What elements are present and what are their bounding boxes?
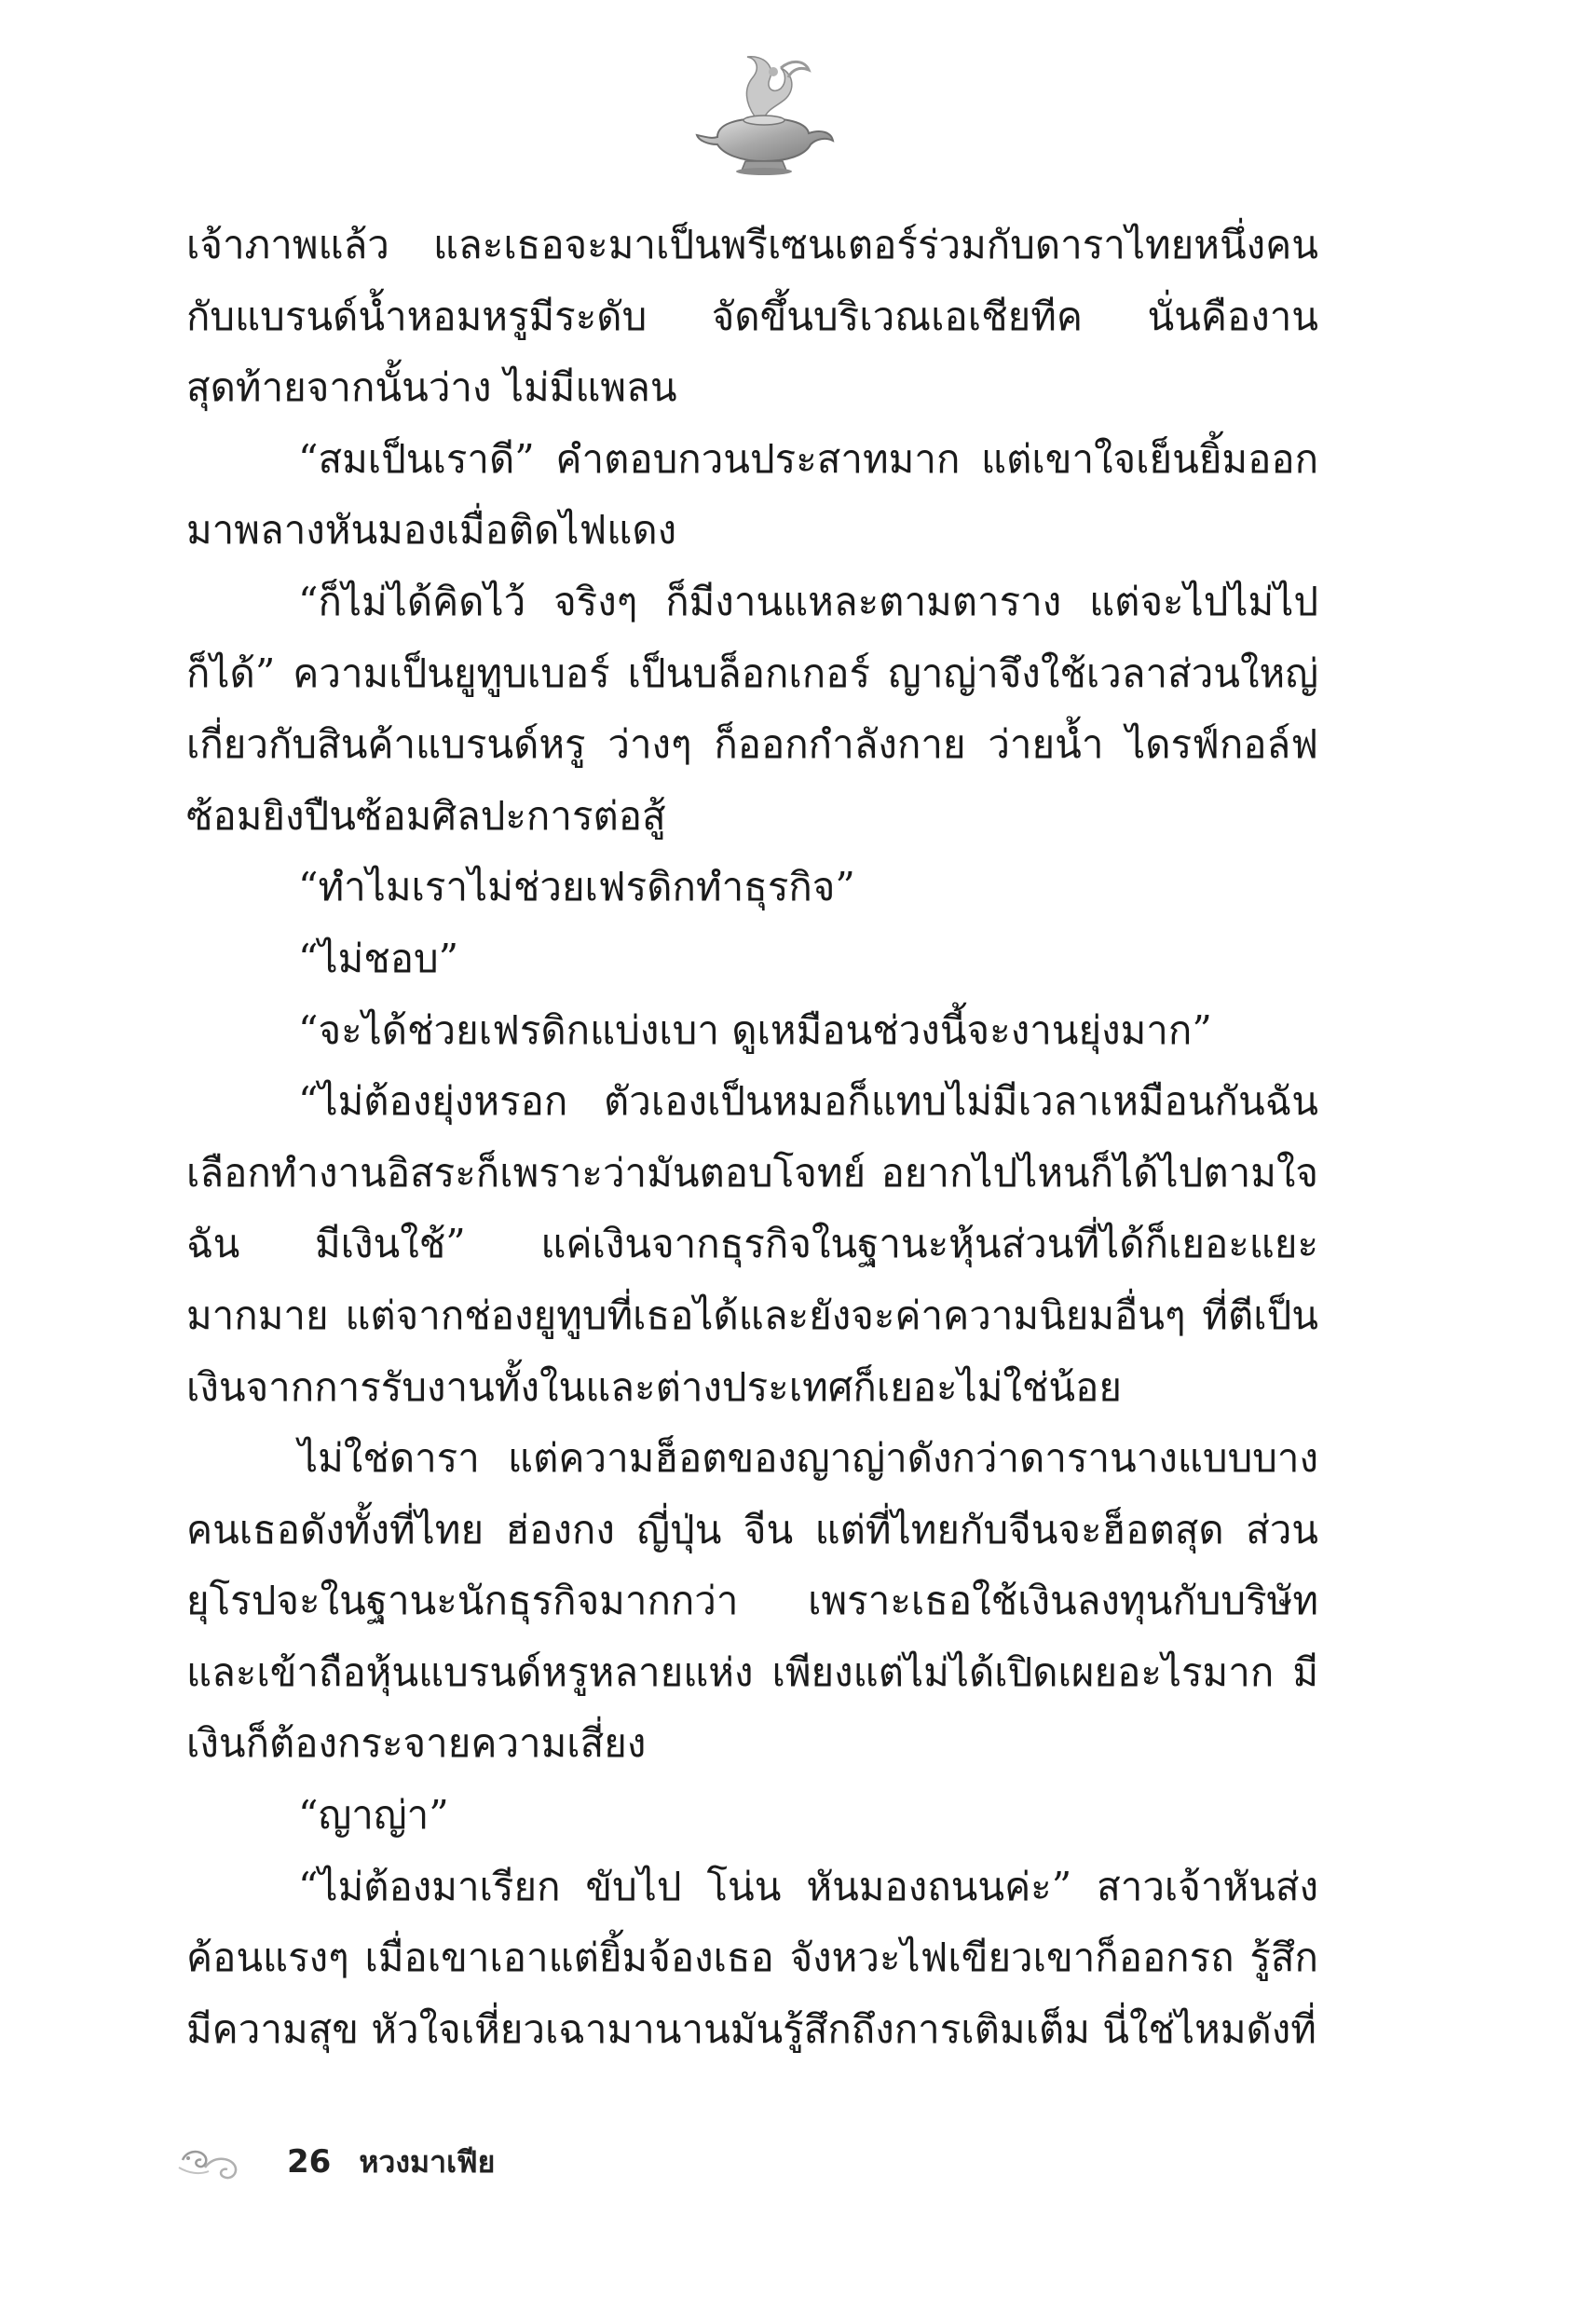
genie-lamp-icon bbox=[689, 51, 839, 177]
paragraph: “จะได้ช่วยเฟรดิกแบ่งเบา ดูเหมือนช่วงนี้จะงานยุ่งมาก” bbox=[298, 1006, 1212, 1053]
book-title: หวงมาเฟีย bbox=[359, 2143, 496, 2180]
paragraph: “สมเป็นเราดี” คำตอบกวนประสาทมาก แต่เขาใจเย็นยิ้มออกมาพลางหันมองเมื่อติดไฟแดง bbox=[186, 435, 1318, 554]
page-number: 26 bbox=[287, 2143, 332, 2181]
paragraph: ไม่ใช่ดารา แต่ความฮ็อตของญาญ่าดังกว่าดารานางแบบบางคนเธอดังทั้งที่ไทย ฮ่องกง ญี่ปุ่น จีน แต่ที่ไทยกับจีนจะฮ็อตสุด ส่วนยุโรปจะในฐานะนักธุรกิจมากกว่า เพราะเธอใช้เงินลงทุนกับบริษัทและเข้าถือหุ้นแบรนด์หรูหลายแห่ง เพียงแต่ไม่ได้เปิดเผยอะไรมาก มีเงินก็ต้องกระจายความเสี่ยง bbox=[186, 1435, 1318, 1767]
paragraph: “ก็ไม่ได้คิดไว้ จริงๆ ก็มีงานแหละตามตาราง แต่จะไปไม่ไปก็ได้” ความเป็นยูทูบเบอร์ เป็นบล็อกเกอร์ ญาญ่าจึงใช้เวลาส่วนใหญ่เกี่ยวกับสินค้าแบรนด์หรู ว่างๆ ก็ออกกำลังกาย ว่ายน้ำ ไดรฟ์กอล์ฟ ซ้อมยิงปืนซ้อมศิลปะการต่อสู้ bbox=[186, 578, 1318, 839]
paragraph: “ญาญ่า” bbox=[298, 1792, 449, 1839]
paragraph: “ไม่ชอบ” bbox=[298, 935, 459, 981]
paragraph: “ไม่ต้องยุ่งหรอก ตัวเองเป็นหมอก็แทบไม่มีเวลาเหมือนกันฉันเลือกทำงานอิสระก็เพราะว่ามันตอบโจทย์ อยากไปไหนก็ได้ไปตามใจฉัน มีเงินใช้” แค่เงินจากธุรกิจในฐานะหุ้นส่วนที่ได้ก็เยอะแยะมากมาย แต่จากช่องยูทูบที่เธอได้และยังจะค่าความนิยมอื่นๆ ที่ตีเป็นเงินจากการรับงานทั้งในและต่างประเทศก็เยอะไม่ใช่น้อย bbox=[186, 1078, 1318, 1410]
flourish-icon bbox=[177, 2140, 244, 2184]
body-text bbox=[186, 210, 1318, 2134]
paragraph: “ทำไมเราไม่ช่วยเฟรดิกทำธุรกิจ” bbox=[298, 864, 855, 910]
paragraph: เจ้าภาพแล้ว และเธอจะมาเป็นพรีเซนเตอร์ร่วมกับดาราไทยหนึ่งคนกับแบรนด์น้ำหอมหรูมีระดับ จัดขึ้นบริเวณเอเชียทีค นั่นคืองานสุดท้ายจากนั้นว่าง ไม่มีแพลน bbox=[186, 222, 1318, 411]
paragraph: “ไม่ต้องมาเรียก ขับไป โน่น หันมองถนนค่ะ” สาวเจ้าหันส่งค้อนแรงๆ เมื่อเขาเอาแต่ยิ้มจ้องเธอ จังหวะไฟเขียวเขาก็ออกรถ รู้สึกมีความสุข หัวใจเหี่ยวเฉามานานมันรู้สึกถึงการเติมเต็ม นี่ใช่ไหมดังที่ bbox=[186, 1863, 1318, 2052]
page-footer bbox=[177, 2134, 495, 2190]
